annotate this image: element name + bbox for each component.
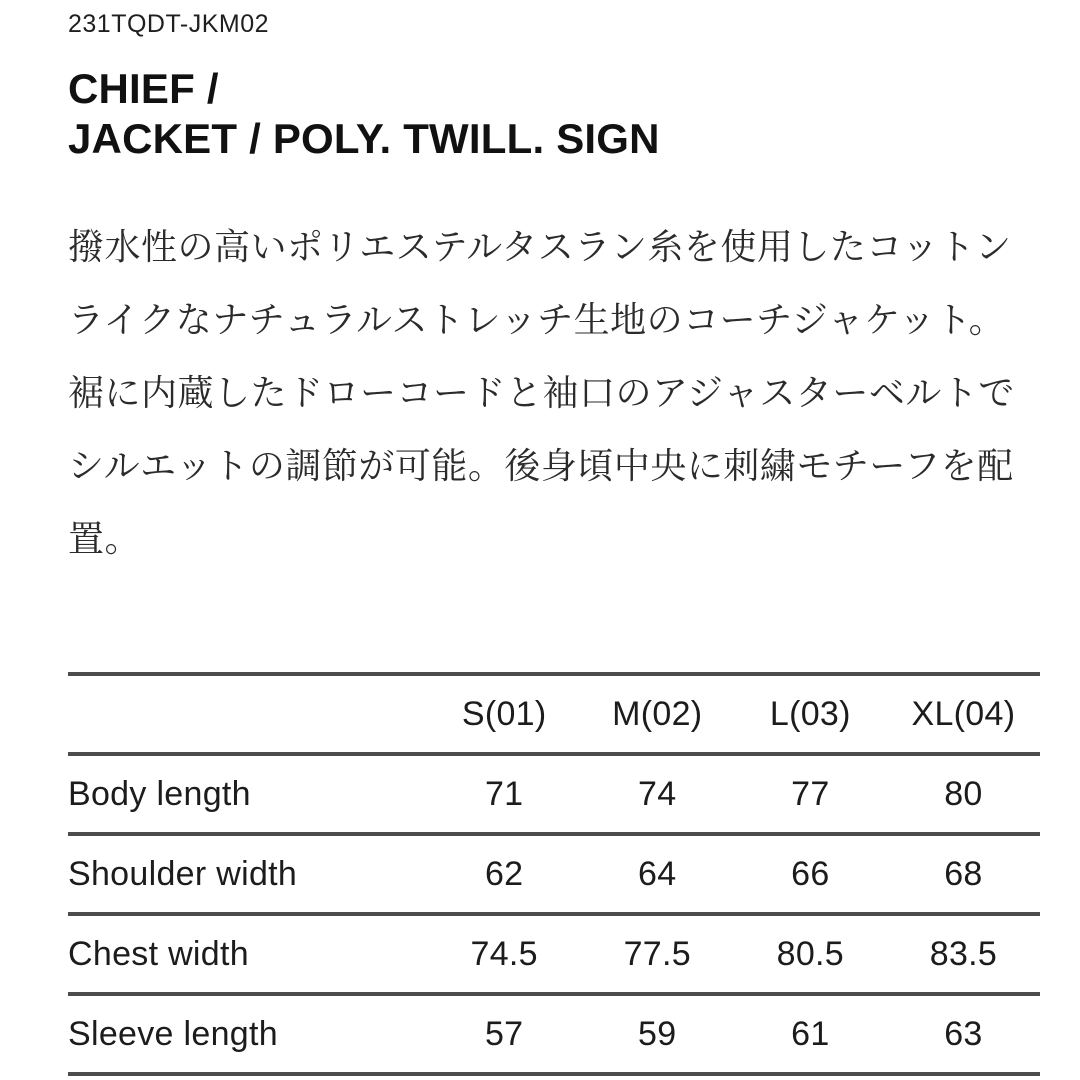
measurement-value: 71 bbox=[484, 774, 524, 813]
size-column-header-xl: XL(04) bbox=[911, 694, 1016, 733]
product-title bbox=[68, 64, 1040, 164]
measurement-value: 77.5 bbox=[623, 934, 691, 973]
table-row-body-length bbox=[68, 754, 1040, 834]
description-line: ライクなナチュラルストレッチ生地のコーチジャケット。 bbox=[68, 299, 1006, 340]
description-line: 裾に内蔵したドローコードと袖口のアジャスターベルトで bbox=[68, 372, 1015, 413]
measurement-value: 74 bbox=[638, 774, 677, 813]
measurement-value: 80.5 bbox=[776, 934, 845, 973]
measurement-label: Chest width bbox=[68, 934, 249, 973]
measurement-value: 74.5 bbox=[470, 934, 538, 973]
measurement-value: 61 bbox=[791, 1014, 830, 1053]
size-chart-corner-cell bbox=[68, 674, 428, 754]
size-chart-header-row bbox=[68, 674, 1040, 754]
measurement-label: Sleeve length bbox=[68, 1014, 278, 1053]
measurement-value: 57 bbox=[484, 1014, 524, 1053]
measurement-value: 59 bbox=[638, 1014, 677, 1053]
measurement-value: 68 bbox=[944, 854, 983, 893]
product-title-line2: JACKET / POLY. TWILL. SIGN bbox=[68, 115, 660, 162]
measurement-value: 62 bbox=[484, 854, 524, 893]
product-description bbox=[68, 210, 1040, 575]
measurement-label: Shoulder width bbox=[68, 854, 298, 893]
measurement-value: 66 bbox=[791, 854, 830, 893]
measurement-value: 63 bbox=[944, 1014, 983, 1053]
table-row-sleeve-length bbox=[68, 994, 1040, 1074]
measurement-value: 83.5 bbox=[929, 934, 998, 973]
product-title-line1: CHIEF / bbox=[68, 65, 219, 112]
measurement-value: 64 bbox=[638, 854, 677, 893]
product-code: 231TQDT-JKM02 bbox=[68, 10, 270, 38]
measurement-value: 80 bbox=[944, 774, 983, 813]
size-chart-table bbox=[68, 672, 1040, 1076]
description-line: 置。 bbox=[68, 518, 142, 559]
description-line: 撥水性の高いポリエステルタスラン糸を使用したコットン bbox=[68, 226, 1012, 267]
table-row-shoulder-width bbox=[68, 834, 1040, 914]
measurement-label: Body length bbox=[68, 774, 251, 813]
size-column-header-l: L(03) bbox=[769, 694, 851, 733]
table-row-chest-width bbox=[68, 914, 1040, 994]
size-column-header-m: M(02) bbox=[612, 694, 703, 733]
size-column-header-s: S(01) bbox=[461, 694, 547, 733]
measurement-value: 77 bbox=[791, 774, 830, 813]
description-line: シルエットの調節が可能。後身頃中央に刺繍モチーフを配 bbox=[68, 445, 1014, 486]
